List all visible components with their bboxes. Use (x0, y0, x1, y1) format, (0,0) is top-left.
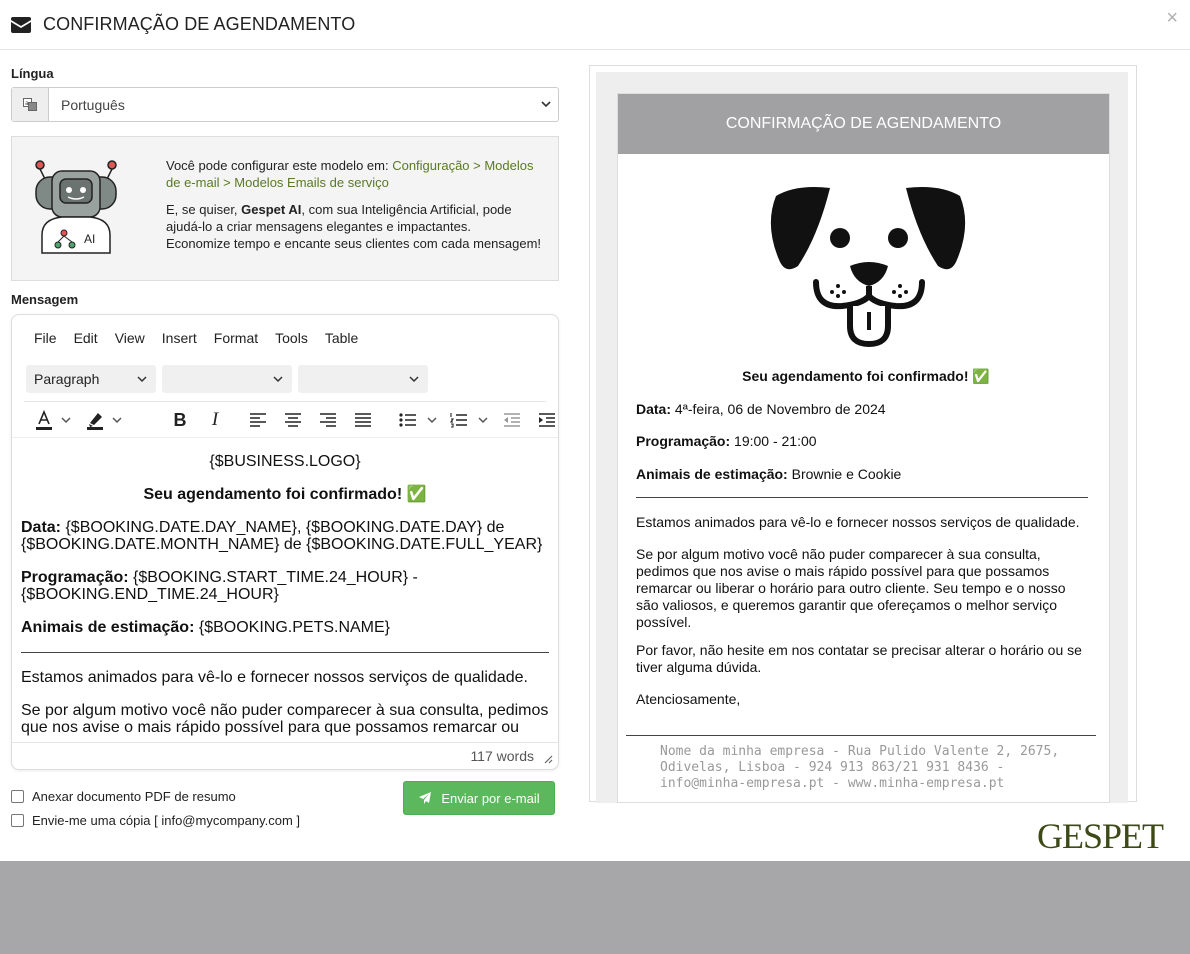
preview-header: CONFIRMAÇÃO DE AGENDAMENTO (618, 94, 1109, 154)
bullet-list-icon (399, 412, 417, 428)
send-copy-label: Envie-me uma cópia [ info@mycompany.com ] (32, 813, 300, 828)
italic-icon: I (211, 409, 219, 430)
menu-edit[interactable]: Edit (73, 330, 98, 346)
attach-pdf-checkbox[interactable] (11, 790, 24, 803)
indent-button[interactable] (533, 405, 561, 435)
preview-pets-value: Brownie e Cookie (787, 466, 902, 482)
preview-schedule-value: 19:00 - 21:00 (730, 433, 817, 449)
attach-pdf-label: Anexar documento PDF de resumo (32, 789, 236, 804)
italic-button[interactable] (201, 405, 229, 435)
highlight-color-dropdown[interactable] (109, 405, 125, 435)
editor-menubar (12, 315, 558, 361)
chevron-down-icon (408, 373, 420, 385)
language-label: Língua (11, 66, 54, 81)
rich-text-editor (11, 314, 559, 770)
gespet-ai-name: Gespet AI (241, 202, 302, 217)
envelope-icon (11, 17, 31, 33)
indent-icon (538, 412, 556, 428)
gespet-logo: GESPET (1037, 816, 1164, 856)
align-justify-icon (354, 412, 372, 428)
attach-pdf-option[interactable] (11, 789, 236, 804)
content-paragraph-2: Se por algum motivo você não puder comparecer à sua consulta, pedimos que nos avise o mais rápido possível para que possamos remarcar ou (21, 702, 549, 736)
send-email-button[interactable] (403, 781, 555, 815)
menu-insert[interactable]: Insert (161, 330, 197, 346)
modal-title: CONFIRMAÇÃO DE AGENDAMENTO (43, 14, 356, 34)
preview-footer: Nome da minha empresa - Rua Pulido Valente 2, 2675, Odivelas, Lisboa - 924 913 863/21 931 8436 - info@minha-empresa.pt - www.minha-empresa.pt (660, 744, 1060, 791)
editor-toolbar-actions (26, 405, 556, 435)
numbered-list-dropdown[interactable] (475, 405, 491, 435)
language-addon (12, 88, 49, 121)
align-justify-button[interactable] (349, 405, 377, 435)
preview-date-value: 4ª-feira, 06 de Novembro de 2024 (671, 401, 886, 417)
date-label: Data: (21, 519, 62, 536)
svg-text:AI: AI (84, 232, 96, 246)
logo-placeholder: {$BUSINESS.LOGO} (209, 453, 361, 470)
editor-content-area[interactable] (12, 437, 558, 743)
content-paragraph-1: Estamos animados para vê-lo e fornecer nossos serviços de qualidade. (21, 669, 528, 686)
block-format-select[interactable] (26, 365, 156, 393)
menu-view[interactable]: View (114, 330, 145, 346)
preview-date-line (636, 401, 1096, 418)
chevron-down-icon (540, 98, 552, 110)
word-count[interactable]: 117 words (470, 748, 534, 764)
bullet-list-dropdown[interactable] (424, 405, 440, 435)
schedule-line (21, 569, 549, 603)
preview-paragraph-1: Estamos animados para vê-lo e fornecer nossos serviços de qualidade. (636, 514, 1080, 530)
svg-text:a: a (25, 100, 29, 107)
info-ai-line2: Economize tempo e encante seus clientes com cada mensagem! (166, 236, 542, 251)
send-copy-checkbox[interactable] (11, 814, 24, 827)
dog-logo-icon (758, 166, 978, 356)
menu-format[interactable]: Format (213, 330, 259, 346)
preview-paragraph-2: Se por algum motivo você não puder comparecer à sua consulta, pedimos que nos avise o mais rápido possível para que possamos remarcar ou liberar o horário para outro cliente. Seu tempo e o nosso são valiosos, e queremos garantir que ofereçamos o melhor serviço possível. (636, 546, 1066, 630)
bold-icon: B (173, 409, 187, 430)
highlighter-icon (84, 409, 106, 431)
preview-schedule-line (636, 433, 1096, 450)
preview-divider (636, 497, 1088, 498)
preview-footer-divider (626, 735, 1096, 736)
info-config-prefix: Você pode configurar este modelo em: (166, 158, 393, 173)
numbered-list-icon (450, 412, 468, 428)
editor-toolbar-formats (26, 365, 434, 393)
chevron-down-icon (60, 414, 72, 426)
resize-handle-icon[interactable] (543, 754, 553, 764)
menu-table[interactable]: Table (324, 330, 359, 346)
schedule-value: {$BOOKING.START_TIME.24_HOUR} - {$BOOKING.END_TIME.24_HOUR} (21, 569, 418, 603)
chevron-down-icon (136, 373, 148, 385)
preview-signoff: Atenciosamente, (636, 691, 741, 707)
translate-icon (23, 98, 37, 111)
menu-tools[interactable]: Tools (275, 330, 308, 346)
modal-header (0, 0, 1190, 50)
highlight-color-button[interactable] (81, 405, 109, 435)
preview-paragraph-3: Por favor, não hesite em nos contatar se precisar alterar o horário ou se tiver alguma dúvida. (636, 642, 1082, 675)
align-left-button[interactable] (244, 405, 272, 435)
preview-schedule-label: Programação: (636, 433, 731, 449)
date-line (21, 519, 549, 553)
chevron-down-icon (111, 414, 123, 426)
preview-confirmation-heading: Seu agendamento foi confirmado! ✅ (742, 368, 990, 384)
pets-value: {$BOOKING.PETS.NAME} (194, 619, 391, 636)
ai-robot-icon (32, 157, 120, 255)
menu-file[interactable]: File (34, 330, 57, 346)
font-family-select[interactable] (162, 365, 292, 393)
info-ai-prefix: E, se quiser, (166, 202, 242, 217)
info-ai-suffix: , com sua Inteligência Artificial, pode ajudá-lo a criar mensagens elegantes e impactantes. (166, 202, 512, 234)
toolbar-divider (24, 401, 546, 402)
template-info-box (11, 136, 559, 281)
date-value: {$BOOKING.DATE.DAY_NAME}, {$BOOKING.DATE.DAY} de {$BOOKING.DATE.MONTH_NAME} de {$BOOKING.DATE.FULL_YEAR} (21, 519, 543, 553)
send-email-label: Enviar por e-mail (441, 790, 540, 806)
align-center-button[interactable] (279, 405, 307, 435)
align-left-icon (249, 412, 267, 428)
bold-button[interactable] (166, 405, 194, 435)
align-center-icon (284, 412, 302, 428)
editor-statusbar (12, 742, 558, 769)
close-button[interactable]: × (1166, 7, 1178, 29)
pets-line (21, 619, 549, 636)
send-copy-option[interactable] (11, 813, 300, 828)
info-text (166, 157, 546, 262)
message-label: Mensagem (11, 292, 79, 307)
chevron-down-icon (477, 414, 489, 426)
preview-pets-label: Animais de estimação: (636, 466, 788, 482)
text-color-icon (33, 409, 55, 431)
outdent-button[interactable] (498, 405, 526, 435)
text-color-button[interactable] (30, 405, 58, 435)
pets-label: Animais de estimação: (21, 619, 195, 636)
numbered-list-button[interactable] (445, 405, 473, 435)
align-right-button[interactable] (314, 405, 342, 435)
paper-plane-icon (418, 791, 432, 805)
language-value: Português (61, 96, 125, 113)
content-divider (21, 652, 549, 653)
outdent-icon (503, 412, 521, 428)
preview-pets-line (636, 466, 1096, 483)
preview-date-label: Data: (636, 401, 672, 417)
schedule-label: Programação: (21, 569, 129, 586)
language-select[interactable] (11, 87, 559, 122)
text-color-dropdown[interactable] (58, 405, 74, 435)
chevron-down-icon (272, 373, 284, 385)
block-format-value: Paragraph (34, 371, 100, 387)
font-size-select[interactable] (298, 365, 428, 393)
config-path-link[interactable]: Configuração > Modelos de e-mail > Modelos Emails de serviço (166, 158, 534, 190)
confirmation-heading: Seu agendamento foi confirmado! ✅ (143, 486, 427, 503)
chevron-down-icon (426, 414, 438, 426)
align-right-icon (319, 412, 337, 428)
bullet-list-button[interactable] (394, 405, 422, 435)
